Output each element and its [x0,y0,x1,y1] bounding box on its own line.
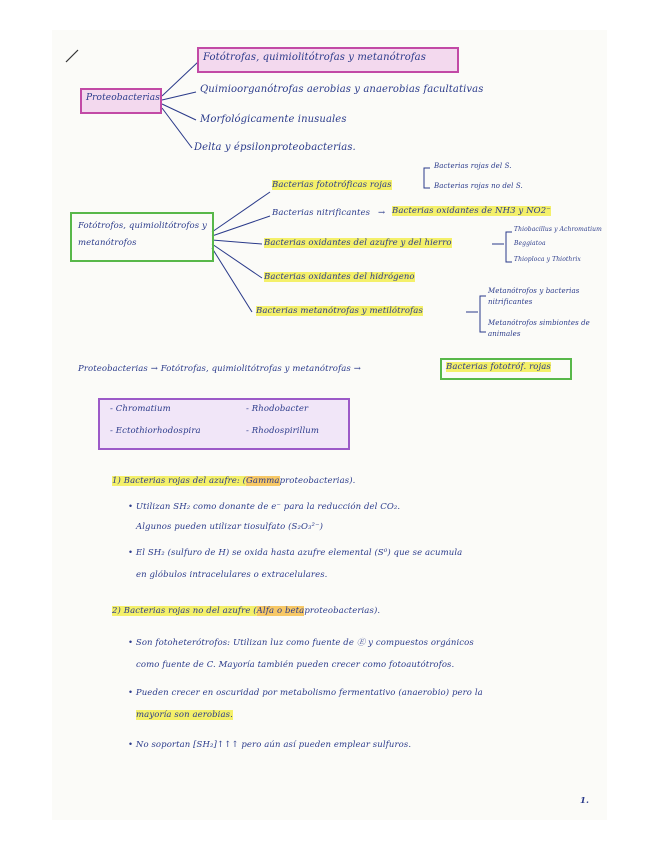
diagram1-root: Proteobacterias [86,93,160,103]
diagram1-branch-3: Morfológicamente inusuales [200,114,347,125]
metan-sub-2 [488,318,598,340]
section1-heading-pre: 1) Bacterias rojas del azufre: ( [112,476,247,486]
section2-line-1: • Son fotoheterótrofos: Utilizan luz como fuente de Ⓔ y compuestos orgánicos [128,638,474,648]
section2-line-2: como fuente de C. Mayoría también pueden crecer como fotoautótrofos. [136,660,455,670]
section1-line-4: en glóbulos intracelulares o extracelulares. [136,570,328,580]
section1-heading-post: proteobacterias). [279,476,356,486]
metan-sub-1 [488,286,598,308]
chain-boxed-text: Bacterias fototróf. rojas [446,362,551,372]
genus-rhodospirillum: - Rhodospirillum [246,426,319,436]
azufre-sub-3: Thioploca y Thiothrix [514,256,581,263]
metan-sub-1-text: Metanótrofos y bacterias nitrificantes [488,287,580,306]
genus-ectothiorhodospira: - Ectothiorhodospira [110,426,201,436]
section2-line-3: • Pueden crecer en oscuridad por metabolismo fermentativo (anaerobio) pero la [128,688,483,698]
diagram2-branch-hidrogeno: Bacterias oxidantes del hidrógeno [264,272,415,282]
chain-text: Proteobacterias → Fotótrofas, quimiolitótrofas y metanótrofas → [78,364,361,374]
rojas-sub-2: Bacterias rojas no del S. [434,182,523,190]
section2-line-5: • No soportan [SH₂]↑↑↑ pero aún así pueden emplear sulfuros. [128,740,412,750]
diagram2-root-text: Fotótrofos, quimiolitótrofos y metanótrofos [78,221,207,248]
diagram1-branch-4: Delta y épsilonproteobacterias. [194,142,356,153]
diagram2-branch-nitrificantes: Bacterias nitrificantes [272,208,371,218]
section2-heading-pre: 2) Bacterias rojas no del azufre ( [112,606,257,616]
section1-heading-hl: Gamma [246,476,280,486]
diagram2-branch-metanotrofas: Bacterias metanótrofas y metilótrofas [256,306,423,316]
diagram1-branch-1: Fotótrofas, quimiolitótrofas y metanótrofas [203,52,426,63]
section2-line-4: mayoría son aerobias. [136,710,233,720]
nitrif-target: Bacterias oxidantes de NH3 y NO2⁻ [392,206,551,216]
section1-line-3: • El SH₂ (sulfuro de H) se oxida hasta azufre elemental (S⁰) que se acumula [128,548,463,558]
section2-heading [112,606,380,616]
section1-line-2: Algunos pueden utilizar tiosulfato (S₂O₃²⁻) [136,522,324,532]
section2-heading-hl: Alfa o beta [256,606,305,616]
section2-heading-post: proteobacterias). [304,606,381,616]
nitrif-arrow: → [378,208,386,218]
section1-heading [112,476,355,486]
section1-line-1: • Utilizan SH₂ como donante de e⁻ para la reducción del CO₂. [128,502,401,512]
diagram2-root [78,218,208,252]
page-number: 1. [580,796,590,806]
diagram1-branch-2: Quimioorganótrofas aerobias y anaerobias facultativas [200,84,484,95]
genus-rhodobacter: - Rhodobacter [246,404,309,414]
azufre-sub-1: Thiobacillus y Achromatium [514,226,602,233]
diagram2-branch-azufre: Bacterias oxidantes del azufre y del hierro [264,238,452,248]
diagram2-branch-rojas: Bacterias fototróficas rojas [272,180,392,190]
metan-sub-2-text: Metanótrofos simbiontes de animales [488,319,590,338]
genus-chromatium: - Chromatium [110,404,171,414]
rojas-sub-1: Bacterias rojas del S. [434,162,512,170]
azufre-sub-2: Beggiatoa [514,240,546,247]
